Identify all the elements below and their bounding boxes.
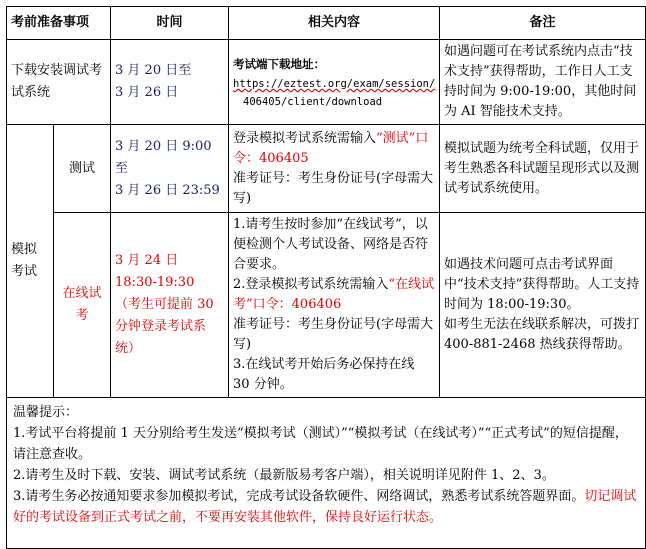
- item-test: 测试: [54, 125, 111, 213]
- time-end: 3 月 26 日: [115, 85, 179, 100]
- online-passcode: “在线试考”口令：406406: [233, 277, 435, 312]
- time-online: [111, 213, 229, 398]
- header-note: 备注: [440, 7, 646, 40]
- tip-2: 2.请考生及时下载、安装、调试考试系统（最新版易考客户端），相关说明详见附件 1、2、3。: [13, 468, 555, 483]
- item-online: 在线试考: [54, 213, 111, 398]
- header-time: 时间: [111, 7, 229, 40]
- tip-3-text: 3.请考生务必按通知要求参加模拟考试，完成考试设备软硬件、网络调试，熟悉考试系统答题界面。: [13, 489, 585, 504]
- tip-1: 1.考试平台将提前 1 天分别给考生发送“模拟考试（测试）”“模拟考试（在线试考）”“正式考试”的短信提醒，请注意查收。: [13, 426, 628, 462]
- download-title: 考试端下载地址：: [233, 57, 326, 71]
- online-step-3: 3.在线试考开始后务必保持在线 30 分钟。: [233, 357, 415, 392]
- note-online: [440, 213, 646, 398]
- header-content: 相关内容: [229, 7, 440, 40]
- tip-3: [13, 486, 639, 528]
- time-test: [111, 125, 229, 213]
- online-step-2: [233, 275, 435, 315]
- online-early-login: （考生可提前 30 分钟登录考试系统）: [115, 297, 214, 356]
- online-time: 18:30-19:30: [115, 275, 195, 290]
- download-url-cont[interactable]: 406405/client/download: [243, 96, 383, 108]
- download-url[interactable]: https://eztest.org/exam/session/: [233, 78, 436, 90]
- time-download: [111, 40, 229, 125]
- time-end: 3 月 26 日 23:59: [115, 182, 220, 198]
- tips-row: [7, 398, 646, 549]
- content-online: [229, 213, 440, 398]
- tips-cell: [7, 398, 646, 549]
- content-download: [229, 40, 440, 125]
- exam-prep-table: [6, 6, 646, 549]
- online-date: 3 月 24 日: [115, 253, 179, 268]
- tip-3-warning: 切记调试好的考试设备到正式考试之前，不要再安装其他软件，保持良好运行状态。: [13, 489, 637, 525]
- admission-id-note: 准考证号：考生身份证号(字母需大写): [233, 170, 434, 206]
- item-download: 下载安装调试考试系统: [7, 40, 111, 125]
- note-download: 如遇问题可在考试系统内点击“技术支持”获得帮助，工作日人工支持时间为 9:00-19:00，其他时间为 AI 智能技术支持。: [440, 40, 646, 125]
- online-step-1: 1.请考生按时参加“在线试考”，以便检测个人考试设备、网络是否符合要求。: [233, 217, 429, 272]
- test-passcode: “测试”口令：406405: [233, 130, 429, 166]
- header-item: 考前准备事项: [7, 7, 111, 40]
- time-start: 3 月 20 日至: [115, 63, 192, 78]
- time-start: 3 月 20 日 9:00 至: [115, 138, 212, 176]
- content-test: [229, 125, 440, 213]
- login-instruction: 登录模拟考试系统需输入: [233, 130, 377, 146]
- table-row-online: [7, 213, 646, 398]
- table-row-test: [7, 125, 646, 213]
- table-row-download: [7, 40, 646, 125]
- note-test: 模拟试题为统考全科试题，仅用于考生熟悉各科试题呈现形式以及测试考试系统使用。: [440, 125, 646, 213]
- admission-id-note: 准考证号：考生身份证号(字母需大写): [233, 317, 434, 352]
- hotline-note: 如考生无法在线联系解决，可拨打 400-881-2468 热线获得帮助。: [444, 317, 640, 352]
- group-mock-exam: 模拟考试: [7, 125, 54, 398]
- tips-title: 温馨提示：: [13, 405, 79, 420]
- header-row: [7, 7, 646, 40]
- login-instruction: 2.登录模拟考试系统需输入: [233, 277, 389, 292]
- tech-support-note: 如遇技术问题可点击考试界面中“技术支持”获得帮助。人工支持时间为 18:00-19:30。: [444, 257, 640, 312]
